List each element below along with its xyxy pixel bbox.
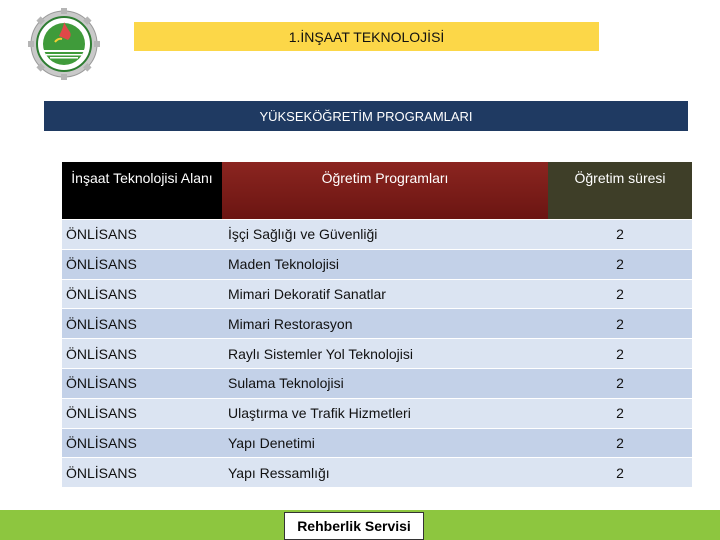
- program-name-cell: Maden Teknolojisi: [222, 249, 548, 279]
- table-row: [62, 428, 692, 458]
- table-row: [62, 398, 692, 428]
- program-name-cell: İşçi Sağlığı ve Güvenliği: [222, 220, 548, 250]
- table-row: [62, 368, 692, 398]
- duration-cell: 2: [548, 309, 692, 339]
- table-row: [62, 249, 692, 279]
- table-row: [62, 458, 692, 487]
- column-header-programs: Öğretim Programları: [222, 162, 548, 220]
- degree-level-cell: ÖNLİSANS: [62, 339, 222, 369]
- degree-level-cell: ÖNLİSANS: [62, 458, 222, 487]
- column-header-duration: Öğretim süresi: [548, 162, 692, 220]
- table-row: [62, 309, 692, 339]
- table-row: [62, 279, 692, 309]
- program-name-cell: Yapı Ressamlığı: [222, 458, 548, 487]
- program-name-cell: Mimari Dekoratif Sanatlar: [222, 279, 548, 309]
- program-name-cell: Raylı Sistemler Yol Teknolojisi: [222, 339, 548, 369]
- duration-cell: 2: [548, 220, 692, 250]
- degree-level-cell: ÖNLİSANS: [62, 368, 222, 398]
- page-title: 1.İNŞAAT TEKNOLOJİSİ: [134, 22, 599, 51]
- table-row: [62, 339, 692, 369]
- degree-level-cell: ÖNLİSANS: [62, 428, 222, 458]
- table-header-row: [62, 162, 692, 220]
- degree-level-cell: ÖNLİSANS: [62, 279, 222, 309]
- duration-cell: 2: [548, 398, 692, 428]
- duration-cell: 2: [548, 428, 692, 458]
- table-row: [62, 220, 692, 250]
- footer-label: Rehberlik Servisi: [284, 512, 424, 540]
- degree-level-cell: ÖNLİSANS: [62, 220, 222, 250]
- duration-cell: 2: [548, 339, 692, 369]
- column-header-field: İnşaat Teknolojisi Alanı: [62, 162, 222, 220]
- degree-level-cell: ÖNLİSANS: [62, 249, 222, 279]
- duration-cell: 2: [548, 249, 692, 279]
- duration-cell: 2: [548, 368, 692, 398]
- duration-cell: 2: [548, 279, 692, 309]
- degree-level-cell: ÖNLİSANS: [62, 309, 222, 339]
- program-name-cell: Yapı Denetimi: [222, 428, 548, 458]
- section-subtitle: YÜKSEKÖĞRETİM PROGRAMLARI: [44, 101, 688, 131]
- program-name-cell: Mimari Restorasyon: [222, 309, 548, 339]
- programs-table: [62, 162, 692, 487]
- program-name-cell: Sulama Teknolojisi: [222, 368, 548, 398]
- duration-cell: 2: [548, 458, 692, 487]
- school-emblem-icon: [8, 8, 120, 80]
- program-name-cell: Ulaştırma ve Trafik Hizmetleri: [222, 398, 548, 428]
- degree-level-cell: ÖNLİSANS: [62, 398, 222, 428]
